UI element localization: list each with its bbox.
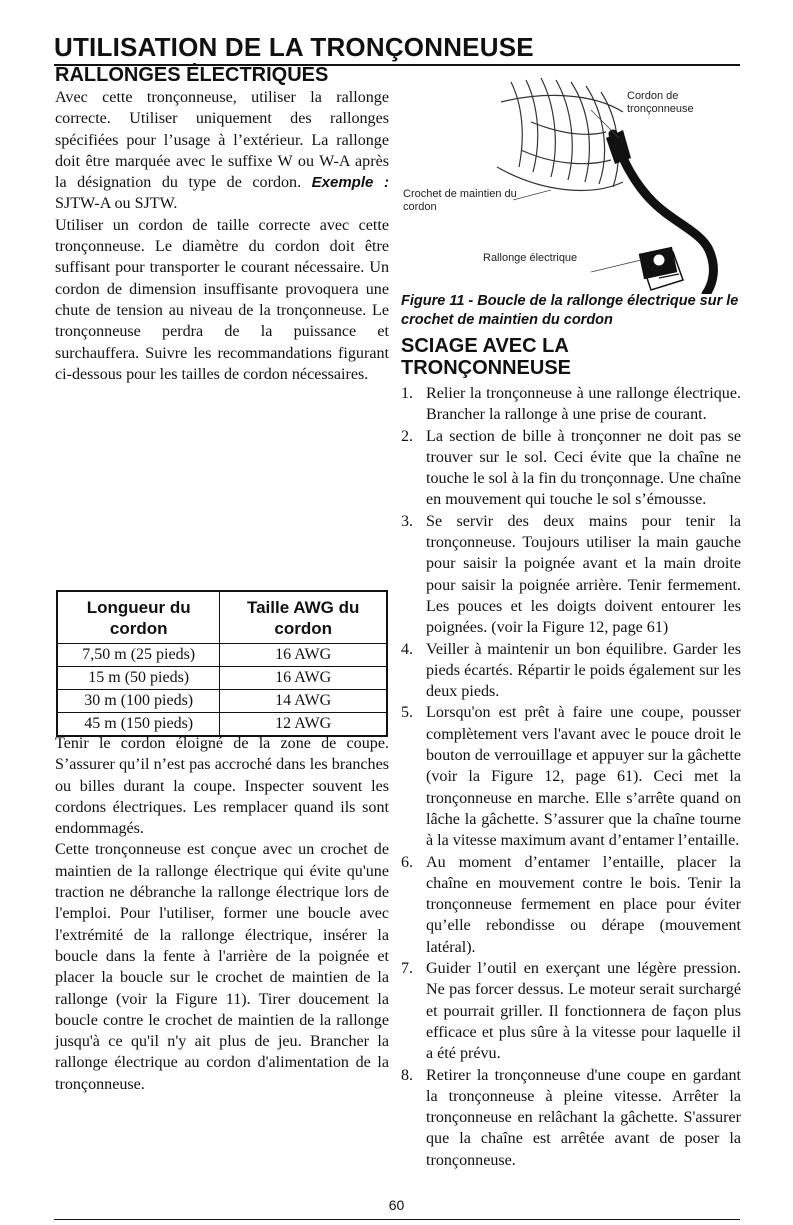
step-text: Retirer la tronçonneuse d'une coupe en gardant la tronçonneuse à pleine vitesse. Arrêter la tronçonneuse en relâchant la gâchette. S'assurer que la chaîne est arrêtée avant de poser la tronçonneuse. <box>426 1066 741 1169</box>
table-row <box>57 644 387 667</box>
cell-awg: 12 AWG <box>220 713 387 737</box>
sciage-steps-list <box>401 383 741 1171</box>
step-number: 3. <box>401 512 414 530</box>
table-header-row <box>57 591 387 644</box>
list-item <box>401 958 741 1064</box>
rallonges-paragraph-4: Cette tronçonneuse est conçue avec un crochet de maintien de la rallonge électrique qui évite qu'une traction ne débranche la rallonge électrique lors de l'emploi. Pour l'utiliser, former une boucle avec l'extrémité de la rallonge électrique, insérer la boucle dans la fente à l'arrière de la poignée et placer la boucle sur le crochet de maintien de la rallonge (voir la Figure 11). Tirer doucement la boucle contre le crochet de maintien de la rallonge jusqu'à ce qu'il n'y ait plus de jeu. Brancher la rallonge électrique au cordon d'alimentation de la tronçonneuse. <box>55 841 389 1093</box>
page-title: UTILISATION DE LA TRONÇONNEUSE <box>54 32 534 62</box>
footer-rule <box>54 1219 740 1220</box>
list-item <box>401 639 741 703</box>
list-item <box>401 1065 741 1171</box>
step-text: Relier la tronçonneuse à une rallonge électrique. Brancher la rallonge à une prise de courant. <box>426 385 741 424</box>
exemple-label: Exemple : <box>311 174 389 192</box>
step-text: Veiller à maintenir un bon équilibre. Garder les pieds écartés. Répartir le poids également sur les deux pieds. <box>426 640 741 701</box>
list-item <box>401 702 741 851</box>
step-text: Se servir des deux mains pour tenir la tronçonneuse. Toujours utiliser la main gauche pour saisir la poignée avant et la main droite pour saisir la poignée arrière. Tenir fermement. Les pouces et les doigts doivent entourer les poignées. (voir la Figure 12, page 61) <box>426 512 741 637</box>
cell-length: 15 m (50 pieds) <box>57 667 220 690</box>
header-awg: Taille AWG du cordon <box>220 591 387 644</box>
rallonges-paragraph-1 <box>55 87 389 215</box>
label-cordon-tronconneuse: Cordon de tronçonneuse <box>627 90 694 115</box>
cord-size-table <box>56 590 388 737</box>
rallonges-p1-text-b: SJTW-A ou SJTW. <box>55 195 178 213</box>
cell-awg: 16 AWG <box>220 644 387 667</box>
step-text: Lorsqu'on est prêt à faire une coupe, pousser complètement vers l'avant avec le pouce droit le bouton de verrouillage et appuyer sur la gâchette (voir la Figure 12, page 61). Ceci met la tronçonneuse en marche. Elle s’arrête quand on lâche la gâchette. S’assurer que la chaîne tourne à la vitesse maximum avant d’entamer l’entaille. <box>426 704 741 850</box>
header-length: Longueur du cordon <box>86 598 191 638</box>
step-number: 5. <box>401 704 414 722</box>
sciage-heading: SCIAGE AVEC LA TRONÇONNEUSE <box>401 335 572 379</box>
step-number: 1. <box>401 385 414 402</box>
figure-11-caption: Figure 11 - Boucle de la rallonge électrique sur le crochet de maintien du cordon <box>401 293 739 328</box>
step-number: 2. <box>401 427 414 445</box>
list-item <box>401 852 741 958</box>
rallonges-paragraph-2: Utiliser un cordon de taille correcte avec cette tronçonneuse. Le diamètre du cordon doit être suffisant pour transporter le courant nécessaire. Un cordon de dimension insuffisante provoquera une chute de tension au niveau de la tronçonneuse. Le tronçonneuse perdra de la puissance et surchauffera. Suivre les recommandations figurant ci-dessous pour les tailles de cordon nécessaires. <box>55 216 389 383</box>
rallonges-heading: RALLONGES ÉLECTRIQUES <box>55 64 329 86</box>
step-number: 8. <box>401 1066 414 1084</box>
list-item <box>401 426 741 511</box>
step-text: La section de bille à tronçonner ne doit pas se trouver sur le sol. Ceci évite que la chaîne ne touche le sol à la fin du tronçonnage. Une chaîne en mouvement qui touche le sol s’émousse. <box>426 427 741 509</box>
step-text: Au moment d’entamer l’entaille, placer la chaîne en mouvement contre le bois. Tenir la tronçonneuse fermement en place pour éviter qu’elle rebondisse ou dérape (mouvement latéral). <box>426 853 741 956</box>
step-text: Guider l’outil en exerçant une légère pression. Ne pas forcer dessus. Le moteur serait surchargé et pourrait griller. Il fonctionnera de façon plus efficace et plus sûre à la vitesse pour laquelle il a été prévu. <box>426 960 741 1063</box>
list-item <box>401 511 741 639</box>
table-row <box>57 690 387 713</box>
cell-awg: 16 AWG <box>220 667 387 690</box>
cell-length: 7,50 m (25 pieds) <box>57 644 220 667</box>
step-number: 4. <box>401 640 414 658</box>
label-rallonge-electrique: Rallonge électrique <box>483 252 578 264</box>
label-crochet-maintien: Crochet de maintien du cordon <box>403 188 517 213</box>
cell-length: 30 m (100 pieds) <box>57 690 220 713</box>
cell-awg: 14 AWG <box>220 690 387 713</box>
table-row <box>57 667 387 690</box>
rallonges-p1-text-a: Avec cette tronçonneuse, utiliser la rallonge correcte. Utiliser uniquement des rallonges spécifiées pour l’usage à l’extérieur. La rallonge doit être marquée avec le suffixe W ou W-A après la désignation du type de cordon. <box>55 89 389 192</box>
rallonges-section <box>55 64 389 385</box>
step-number: 6. <box>401 853 414 871</box>
sciage-section <box>401 335 741 1171</box>
step-number: 7. <box>401 960 414 978</box>
figure-11 <box>401 72 741 294</box>
page-number: 60 <box>388 1197 405 1213</box>
plug-shape <box>639 247 683 290</box>
list-item <box>401 383 741 426</box>
rallonges-paragraph-3: Tenir le cordon éloigné de la zone de coupe. S’assurer qu’il n’est pas accroché dans les branches ou billes durant la coupe. Inspecter souvent les cordons électriques. Les remplacer quand ils sont endommagés. <box>55 735 389 838</box>
rallonges-section-continued <box>55 733 389 1095</box>
cell-length: 45 m (150 pieds) <box>57 713 220 737</box>
